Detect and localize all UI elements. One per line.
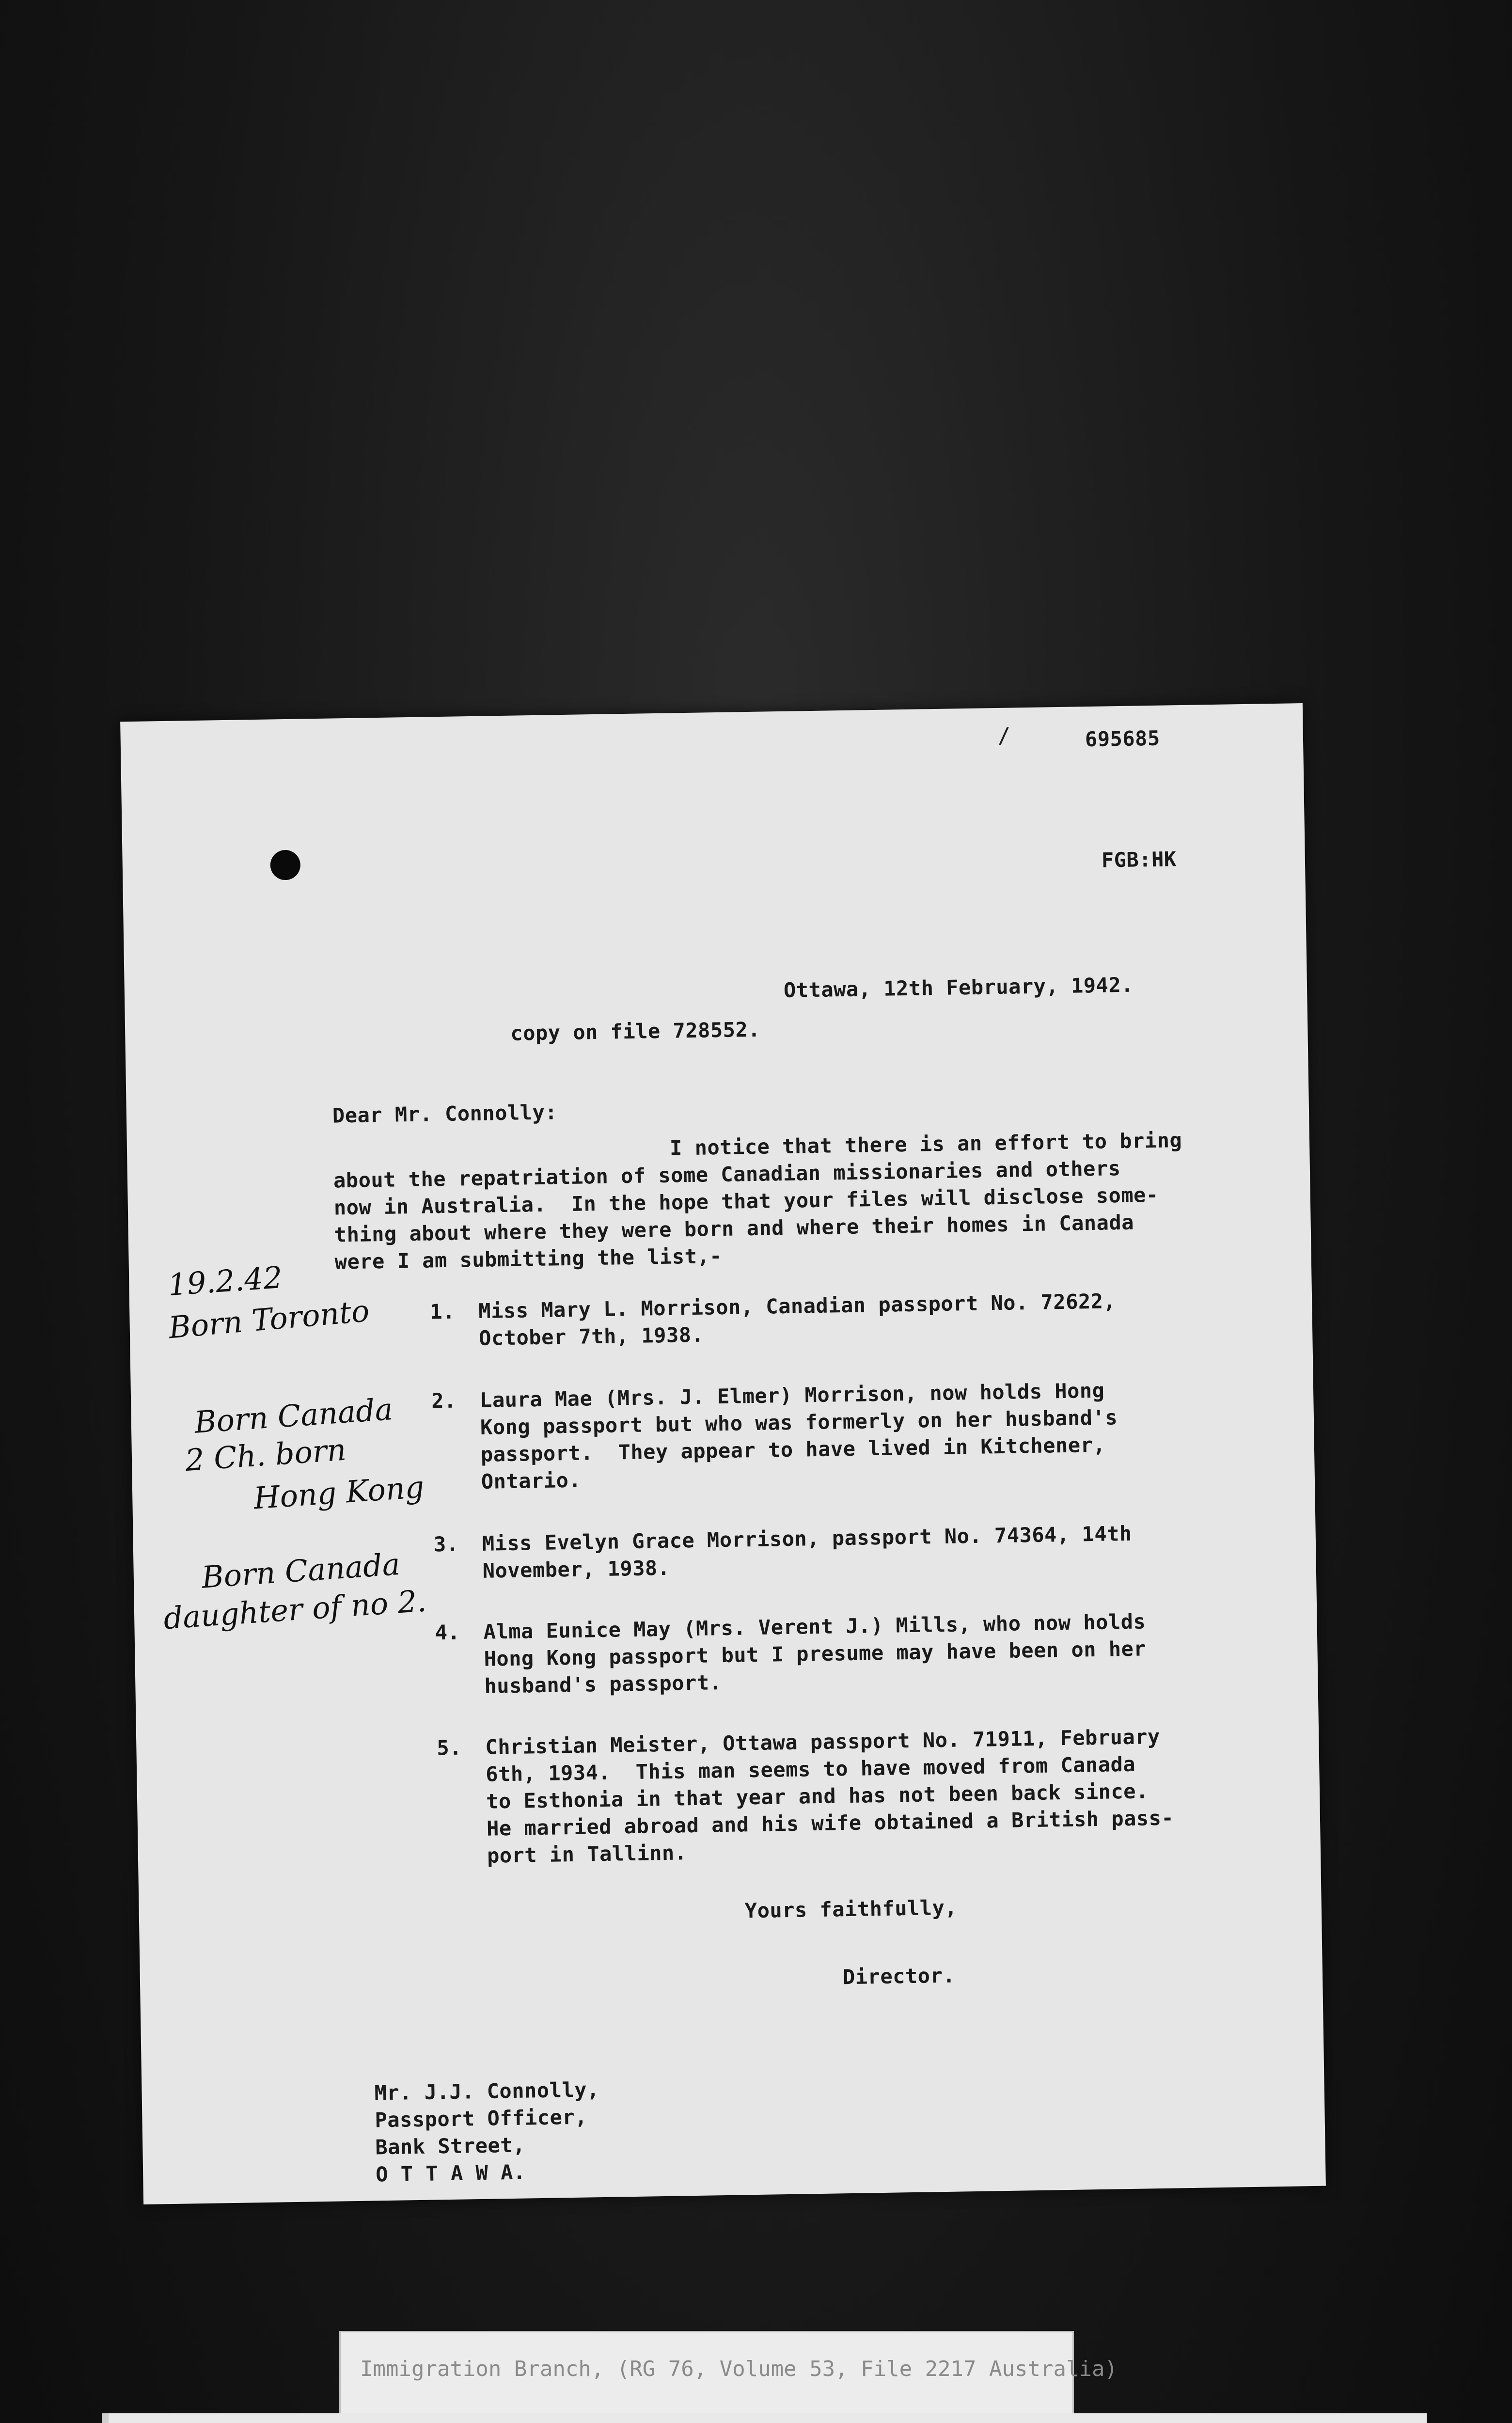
list-item-number: 4. bbox=[435, 1620, 460, 1645]
list-item-line: port in Tallinn. bbox=[487, 1841, 687, 1868]
signature-title: Director. bbox=[842, 1963, 956, 1989]
punch-hole bbox=[270, 850, 300, 881]
address-line: Passport Officer, bbox=[375, 2105, 588, 2132]
file-label-text: Immigration Branch, (RG 76, Volume 53, File 2217 Australia) bbox=[360, 2357, 1118, 2381]
list-item-line: Ontario. bbox=[481, 1468, 582, 1494]
address-line: Mr. J.J. Connolly, bbox=[374, 2077, 600, 2105]
copy-note: copy on file 728552. bbox=[510, 1017, 761, 1045]
handwritten-note: daughter of no 2. bbox=[162, 1583, 428, 1636]
handwritten-note: Born Canada bbox=[193, 1391, 394, 1440]
list-item-line: Hong Kong passport but I presume may have been on her bbox=[484, 1636, 1147, 1671]
reference-code: FGB:HK bbox=[1101, 847, 1177, 872]
list-item-line: husband's passport. bbox=[484, 1670, 722, 1698]
list-item-number: 5. bbox=[437, 1735, 462, 1760]
handwritten-note: Born Toronto bbox=[167, 1293, 371, 1346]
list-item-line: Laura Mae (Mrs. J. Elmer) Morrison, now holds Hong bbox=[479, 1378, 1105, 1412]
list-item-line: passport. They appear to have lived in Kitchener, bbox=[480, 1432, 1106, 1466]
handwritten-note: Born Canada bbox=[200, 1546, 401, 1595]
list-item-line: He married abroad and his wife obtained a British pass- bbox=[486, 1806, 1174, 1841]
list-item-number: 3. bbox=[433, 1532, 459, 1557]
date-line: Ottawa, 12th February, 1942. bbox=[783, 973, 1134, 1002]
handwritten-date: 19.2.42 bbox=[167, 1259, 284, 1303]
handwritten-note: Hong Kong bbox=[252, 1469, 425, 1516]
handwritten-note: 2 Ch. born bbox=[184, 1432, 347, 1479]
file-number: 695685 bbox=[1085, 726, 1161, 752]
closing: Yours faithfully, bbox=[744, 1895, 958, 1923]
list-item-line: Miss Evelyn Grace Morrison, passport No. 74364, 14th bbox=[482, 1521, 1132, 1556]
intro-line: thing about where they were born and where their homes in Canada bbox=[334, 1210, 1134, 1247]
list-item-line: to Esthonia in that year and has not been back since. bbox=[486, 1779, 1149, 1813]
letter-sheet bbox=[120, 703, 1326, 2204]
check-mark: / bbox=[997, 723, 1011, 748]
address-line: Bank Street, bbox=[375, 2133, 526, 2159]
list-item-line: Miss Mary L. Morrison, Canadian passport No. 72622, bbox=[478, 1289, 1116, 1323]
intro-line: about the repatriation of some Canadian missionaries and others bbox=[333, 1156, 1121, 1193]
list-item-number: 2. bbox=[431, 1388, 457, 1413]
list-item-number: 1. bbox=[429, 1299, 456, 1324]
list-item-line: 6th, 1934. This man seems to have moved from Canada bbox=[485, 1752, 1136, 1786]
salutation: Dear Mr. Connolly: bbox=[332, 1100, 558, 1128]
archives-card bbox=[102, 2413, 1427, 2423]
list-item-line: October 7th, 1938. bbox=[478, 1322, 704, 1350]
file-label bbox=[339, 2331, 1118, 2416]
list-item-line: Christian Meister, Ottawa passport No. 71911, February bbox=[485, 1724, 1161, 1759]
address-line: O T T A W A. bbox=[375, 2160, 526, 2187]
list-item-line: Alma Eunice May (Mrs. Verent J.) Mills, who now holds bbox=[483, 1609, 1146, 1644]
list-item-line: Kong passport but who was formerly on her husband's bbox=[480, 1405, 1118, 1439]
intro-line: now in Australia. In the hope that your files will disclose some- bbox=[333, 1182, 1159, 1220]
list-item-line: November, 1938. bbox=[482, 1556, 670, 1583]
intro-line: were I am submitting the list,- bbox=[334, 1243, 723, 1274]
intro-line: I notice that there is an effort to bring bbox=[669, 1128, 1182, 1160]
